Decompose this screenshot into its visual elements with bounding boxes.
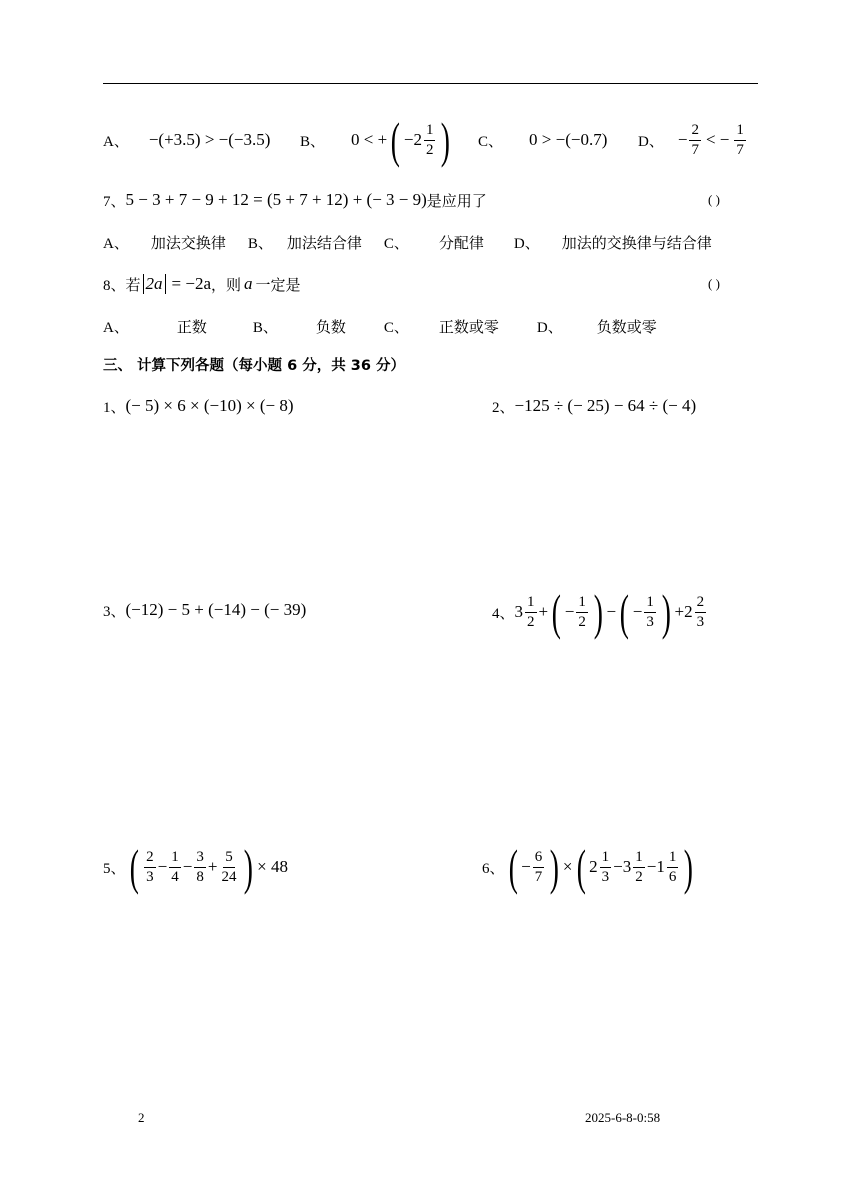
fraction: $\frac{1}{2}$: [635, 848, 643, 885]
option-text: 正数或零: [438, 319, 499, 336]
fraction: $\frac{5}{24}$: [221, 848, 237, 885]
abs-content: 2a: [145, 274, 163, 293]
fraction: $\frac{1}{3}$: [646, 593, 654, 630]
denominator: 2: [425, 141, 434, 158]
fraction: $\frac{6}{7}$: [534, 848, 543, 885]
fraction: $\frac{1}{2}$: [527, 593, 535, 630]
left-paren: (: [508, 839, 518, 895]
operator: +: [538, 602, 549, 621]
left-paren: (: [390, 112, 401, 168]
option-label: D、: [536, 319, 563, 336]
left-paren: (: [551, 584, 562, 640]
question-text: ，则: [211, 277, 242, 294]
problem-6: [482, 840, 697, 894]
problem-number: 5、: [103, 860, 126, 877]
question-text: 是应用了: [426, 193, 487, 210]
header-rule: [103, 83, 758, 84]
option-label: C、: [383, 319, 409, 336]
option-label: B、: [247, 235, 273, 252]
problem-number: 2、: [492, 399, 515, 416]
option-text: 正数: [176, 319, 207, 336]
option-label: B、: [300, 133, 326, 150]
fraction: [734, 123, 746, 158]
fraction: $\frac{1}{3}$: [601, 848, 610, 885]
right-paren: ): [244, 839, 254, 895]
expr-prefix: 0 < +: [351, 130, 388, 149]
q8-options: [103, 314, 657, 338]
operator: −: [606, 602, 617, 621]
q6-option-b: [300, 114, 454, 166]
left-paren: (: [576, 839, 586, 895]
abs-expression: [141, 274, 211, 294]
problem-1: [103, 392, 294, 420]
right-paren: ): [661, 584, 671, 640]
q7-options: [103, 230, 712, 254]
problem-number: 3、: [103, 603, 126, 620]
denominator: 7: [691, 141, 699, 158]
option-label: C、: [478, 133, 504, 150]
section-heading: 三、 计算下列各题（每小题 6 分，共 36 分）: [103, 357, 406, 374]
math-expression: 3 $\frac{1}{2}$ + ( − $\frac{1}{2}$ ) − ( − $\frac{1}{3}$ ) + 2 $\frac{2}{3}$: [514, 584, 705, 640]
fraction: [689, 123, 701, 158]
math-expression: ( − $\frac{6}{7}$ ) × ( 2 $\frac{1}{3}$ − 3 $\frac{1}{2}$ − 1 $\frac{1}{6}$ ): [508, 839, 694, 895]
expr-tail: × 48: [257, 857, 288, 876]
footer-timestamp: 2025-6-8-0:58: [585, 1110, 661, 1125]
less-than-sign: < −: [705, 130, 730, 149]
fraction: $\frac{1}{2}$: [578, 593, 586, 630]
operator: −: [182, 857, 193, 876]
option-text: 加法的交换律与结合律: [561, 235, 712, 252]
math-expression: [678, 123, 748, 158]
math-expression: 5 − 3 + 7 − 9 + 12 = (5 + 7 + 12) + (− 3 − 9): [125, 190, 427, 209]
option-label: C、: [383, 235, 409, 252]
q6-option-d: [638, 114, 748, 166]
problem-2: [492, 392, 696, 420]
problem-number: 4、: [492, 605, 515, 622]
mixed-whole: −2: [403, 130, 422, 149]
operator: −: [157, 857, 168, 876]
right-paren: ): [684, 839, 694, 895]
q6-option-a: [103, 118, 270, 162]
fraction: $\frac{2}{3}$: [696, 593, 705, 630]
q8-stem: [103, 270, 301, 298]
abs-bar-right: [165, 274, 166, 294]
answer-blank: ( ): [708, 192, 720, 207]
q7-stem: [103, 186, 487, 214]
fraction: $\frac{2}{3}$: [146, 848, 154, 885]
problem-4: [492, 586, 708, 638]
fraction: $\frac{3}{8}$: [196, 848, 204, 885]
answer-blank: ( ): [708, 276, 720, 291]
option-text: 加法结合律: [286, 235, 362, 252]
math-expression: (−12) − 5 + (−14) − (− 39): [125, 600, 307, 619]
question-number: 7、: [103, 193, 126, 210]
option-label: A、: [103, 319, 129, 336]
minus-sign: −: [677, 130, 688, 149]
page-number: 2: [138, 1110, 145, 1125]
right-paren: ): [593, 584, 603, 640]
option-label: D、: [513, 235, 540, 252]
math-expression: [126, 839, 288, 895]
operator: −: [613, 857, 623, 876]
variable: a: [244, 274, 253, 293]
option-text: 负数: [315, 319, 346, 336]
denominator: 7: [736, 141, 744, 158]
operator: ×: [562, 857, 573, 876]
problem-number: 6、: [482, 860, 505, 877]
option-text: 加法交换律: [150, 235, 226, 252]
abs-bar-left: [143, 274, 144, 294]
problem-3: [103, 596, 306, 624]
question-number: 8、: [103, 277, 126, 294]
left-paren: (: [619, 584, 630, 640]
math-expression: (− 5) × 6 × (−10) × (− 8): [125, 396, 294, 415]
operator: +: [207, 857, 218, 876]
numerator: 2: [689, 123, 701, 141]
question-text: 一定是: [255, 277, 301, 294]
option-label: D、: [638, 133, 664, 150]
question-text: 若: [125, 277, 141, 294]
math-expression: [351, 112, 454, 168]
numerator: 1: [424, 123, 436, 141]
option-text: 分配律: [438, 235, 484, 252]
option-label: A、: [103, 133, 129, 150]
option-label: A、: [103, 235, 129, 252]
math-expression: = −2a: [171, 274, 212, 293]
fraction: $\frac{1}{6}$: [668, 848, 677, 885]
mixed-whole: 3: [514, 602, 524, 621]
operator: −: [646, 857, 657, 876]
math-expression: 0 > −(−0.7): [529, 130, 608, 149]
operator: +: [674, 602, 685, 621]
fraction: [424, 123, 436, 158]
fraction: $\frac{1}{4}$: [171, 848, 179, 885]
problem-number: 1、: [103, 399, 126, 416]
option-text: 负数或零: [596, 319, 657, 336]
q6-option-c: [478, 118, 607, 162]
right-paren: ): [550, 839, 560, 895]
problem-5: [103, 840, 288, 894]
left-paren: (: [129, 839, 139, 895]
numerator: 1: [734, 123, 746, 141]
math-expression: −125 ÷ (− 25) − 64 ÷ (− 4): [514, 396, 697, 415]
right-paren: ): [441, 112, 451, 168]
option-label: B、: [252, 319, 278, 336]
math-expression: −(+3.5) > −(−3.5): [148, 130, 271, 149]
mixed-whole: 2: [684, 602, 693, 621]
